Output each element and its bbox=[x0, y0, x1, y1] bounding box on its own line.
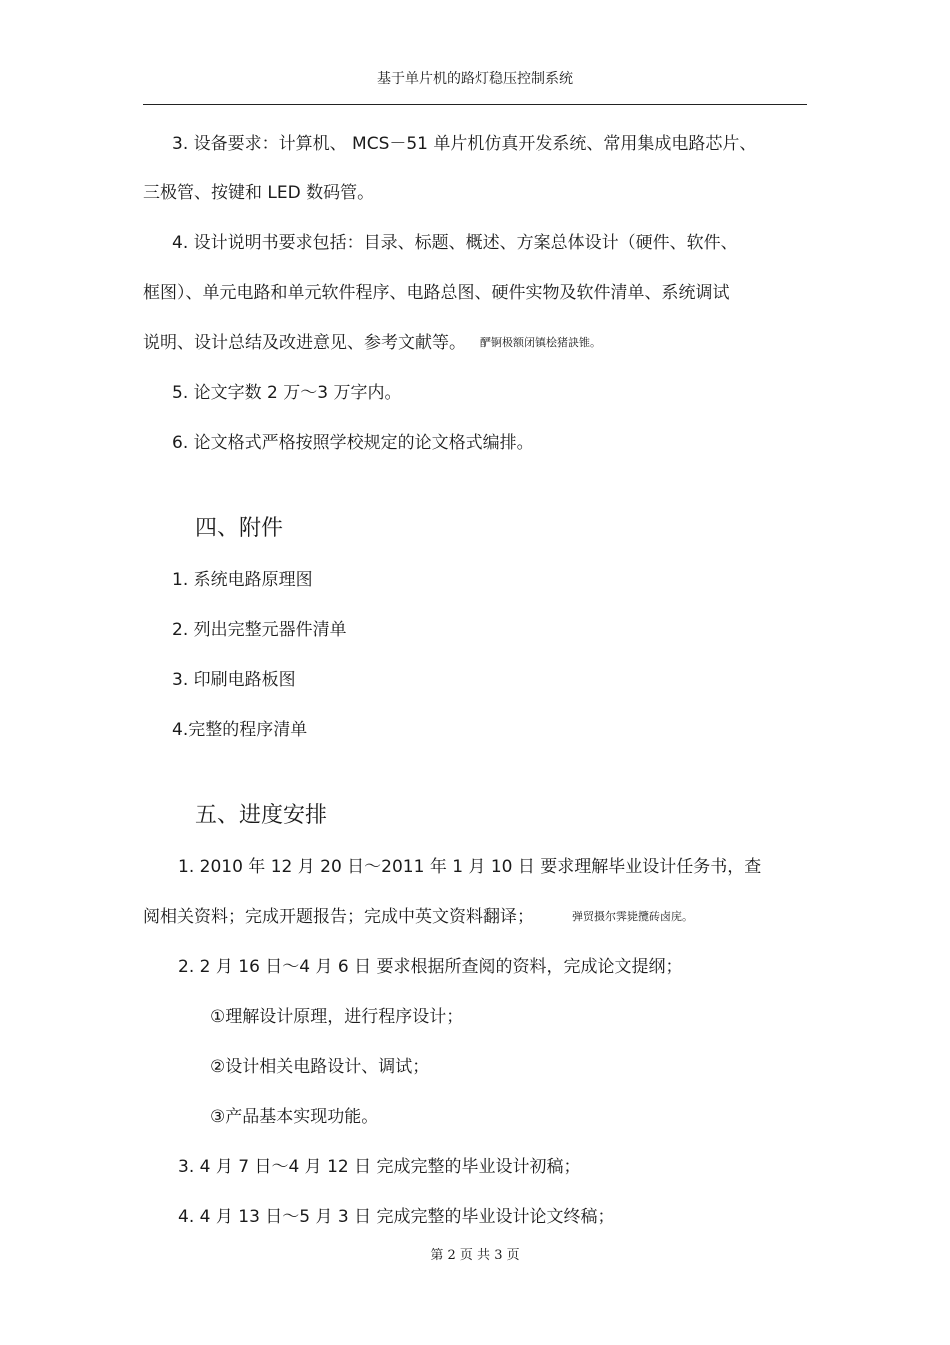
page-number-footer: 第 2 页 共 3 页 bbox=[430, 1248, 520, 1263]
stray-characters: 弹贸摄尔霁毙攬砖卤庑。 bbox=[572, 910, 693, 923]
schedule-heading: 五、进度安排 bbox=[195, 803, 328, 828]
requirement-item-6: 6. 论文格式严格按照学校规定的论文格式编排。 bbox=[172, 433, 534, 453]
requirement-item-4-line-3 bbox=[143, 332, 601, 354]
appendix-item: 2. 列出完整元器件清单 bbox=[172, 620, 347, 640]
requirement-item-4-line-1: 4. 设计说明书要求包括：目录、标题、概述、方案总体设计（硬件、软件、 bbox=[172, 233, 738, 253]
schedule-item-1-line-1: 1. 2010 年 12 月 20 日～2011 年 1 月 10 日 要求理解毕业设计任务书，查 bbox=[178, 857, 762, 877]
requirement-item-4-text: 说明、设计总结及改进意见、参考文献等。 bbox=[143, 333, 466, 353]
schedule-subitem: ③产品基本实现功能。 bbox=[210, 1107, 379, 1127]
schedule-subitem: ②设计相关电路设计、调试； bbox=[210, 1057, 430, 1077]
requirement-item-3-line-2: 三极管、按键和 LED 数码管。 bbox=[143, 183, 375, 203]
schedule-item-4: 4. 4 月 13 日～5 月 3 日 完成完整的毕业设计论文终稿； bbox=[178, 1207, 615, 1227]
requirement-item-4-line-2: 框图）、单元电路和单元软件程序、电路总图、硬件实物及软件清单、系统调试 bbox=[143, 283, 730, 303]
appendix-item: 3. 印刷电路板图 bbox=[172, 670, 296, 690]
requirement-item-3-line-1: 3. 设备要求：计算机、 MCS－51 单片机仿真开发系统、常用集成电路芯片、 bbox=[172, 134, 757, 154]
header-divider bbox=[143, 104, 807, 105]
schedule-subitem: ①理解设计原理，进行程序设计； bbox=[210, 1007, 464, 1027]
appendix-heading: 四、附件 bbox=[195, 516, 284, 541]
schedule-item-1-line-2 bbox=[143, 906, 693, 928]
schedule-item-2: 2. 2 月 16 日～4 月 6 日 要求根据所查阅的资料，完成论文提纲； bbox=[178, 957, 683, 977]
appendix-item: 4.完整的程序清单 bbox=[172, 720, 308, 740]
schedule-item-3: 3. 4 月 7 日～4 月 12 日 完成完整的毕业设计初稿； bbox=[178, 1157, 581, 1177]
requirement-item-5: 5. 论文字数 2 万～3 万字内。 bbox=[172, 383, 402, 403]
page-header-title: 基于单片机的路灯稳压控制系统 bbox=[377, 71, 573, 87]
stray-characters: 酽锕极额闭镇桧猪訣锥。 bbox=[480, 336, 601, 349]
schedule-item-1-text: 阅相关资料；完成开题报告；完成中英文资料翻译； bbox=[143, 907, 534, 927]
appendix-item: 1. 系统电路原理图 bbox=[172, 570, 313, 590]
